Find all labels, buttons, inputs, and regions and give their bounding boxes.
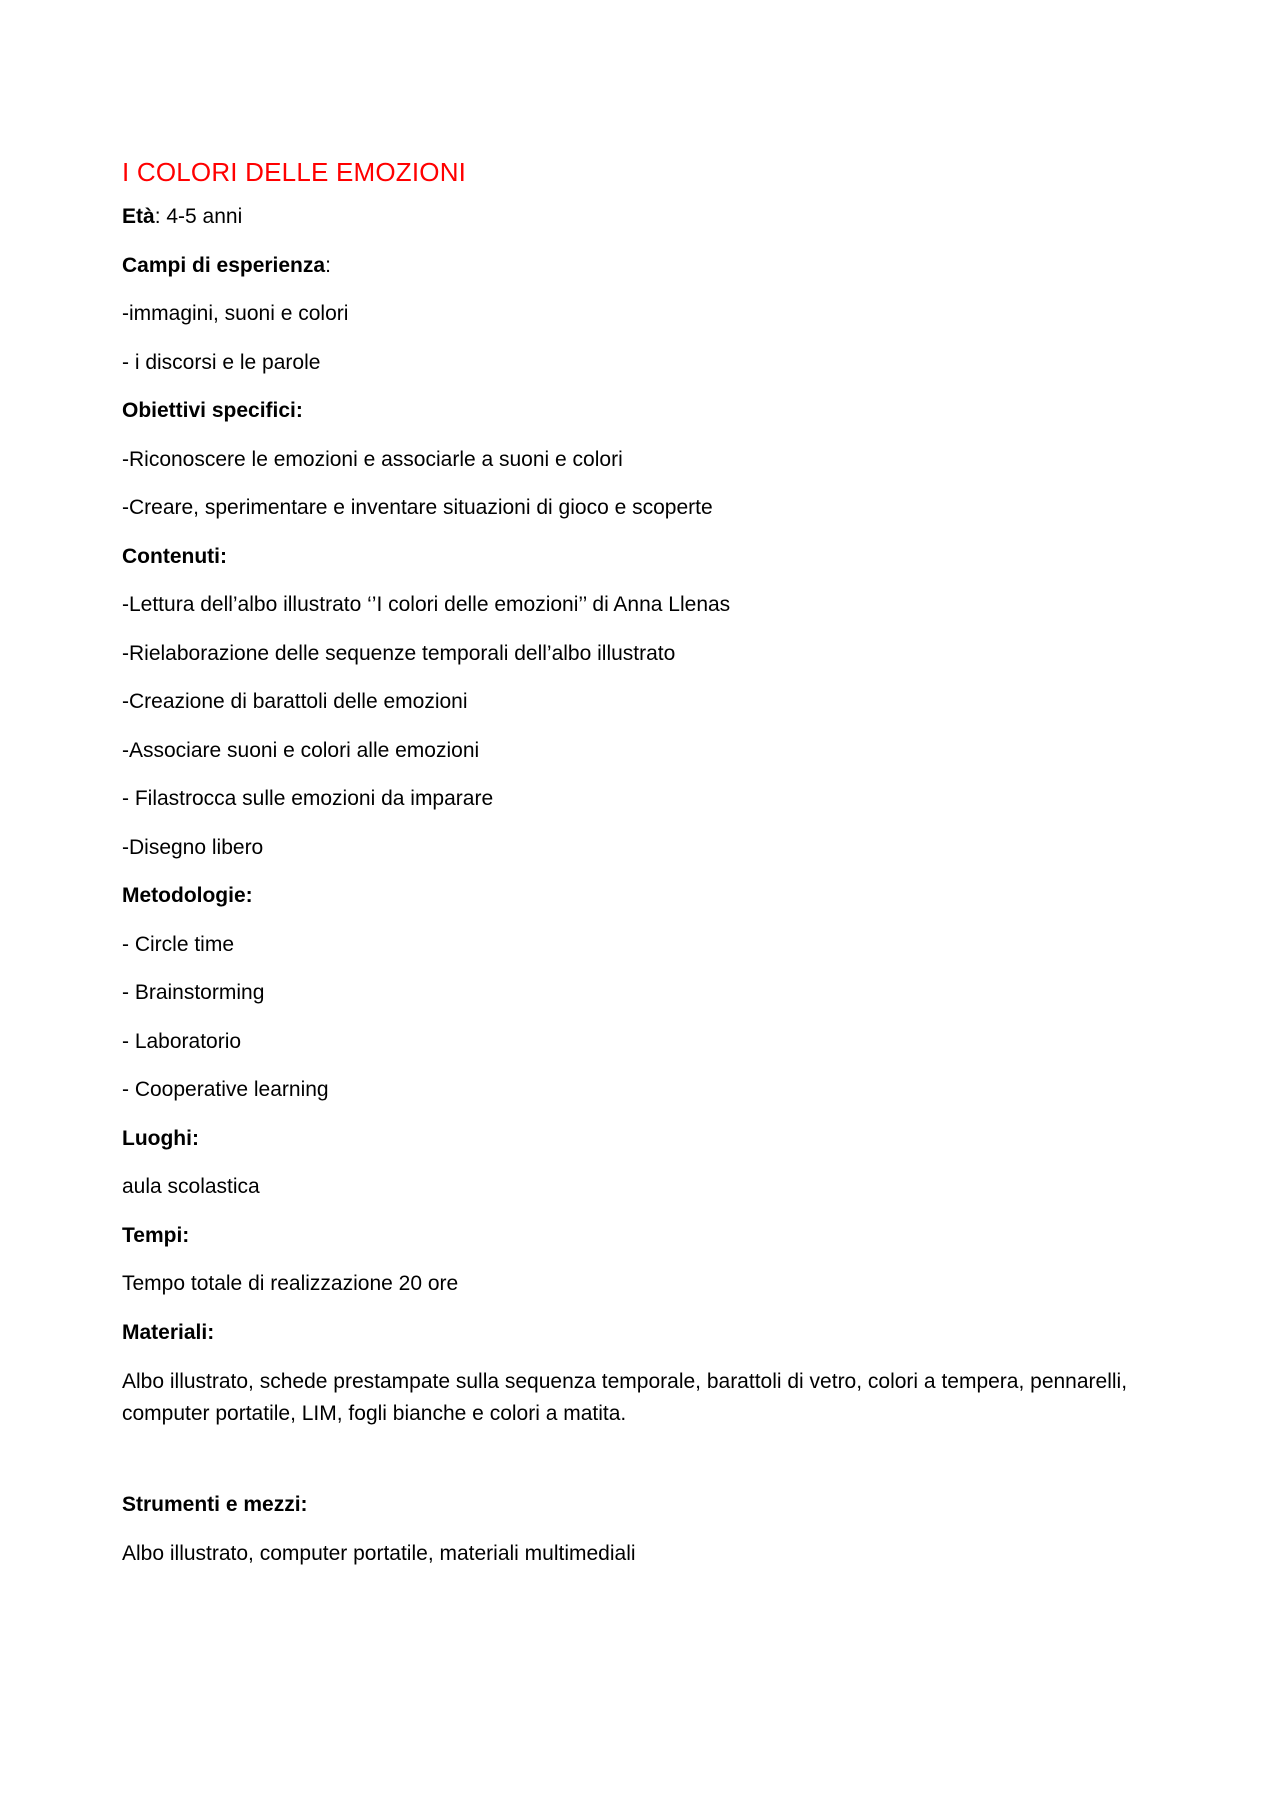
tempi-heading: Tempi: bbox=[122, 1223, 190, 1247]
contenuti-item: -Creazione di barattoli delle emozioni bbox=[122, 690, 468, 713]
document-body bbox=[122, 154, 1152, 1587]
contenuti-item: - Filastrocca sulle emozioni da imparare bbox=[122, 787, 494, 810]
obiettivi-item: -Riconoscere le emozioni e associarle a suoni e colori bbox=[122, 447, 623, 471]
metodologie-item: - Circle time bbox=[122, 932, 235, 956]
eta-value: : 4-5 anni bbox=[154, 205, 243, 228]
campi-heading bbox=[122, 251, 1152, 281]
contenuti-item: -Disegno libero bbox=[122, 835, 264, 859]
strumenti-value: Albo illustrato, computer portatile, materiali multimediali bbox=[122, 1541, 636, 1565]
contenuti-heading: Contenuti: bbox=[122, 544, 227, 568]
luoghi-heading: Luoghi: bbox=[122, 1126, 199, 1150]
contenuti-item: -Lettura dell’albo illustrato ‘’I colori delle emozioni’’ di Anna Llenas bbox=[122, 593, 731, 616]
materiali-heading: Materiali: bbox=[122, 1320, 215, 1344]
contenuti-item: -Rielaborazione delle sequenze temporali dell’albo illustrato bbox=[122, 641, 676, 665]
eta-line bbox=[122, 202, 1152, 232]
materiali-value: Albo illustrato, schede prestampate sulla sequenza temporale, barattoli di vetro, colori a tempera, pennarelli, computer portatile, LIM, fogli bianche e colori a matita. bbox=[122, 1370, 1128, 1425]
blank-paragraph bbox=[122, 1448, 1152, 1490]
contenuti-item: -Associare suoni e colori alle emozioni bbox=[122, 738, 480, 762]
campi-item: -immagini, suoni e colori bbox=[122, 302, 349, 325]
campi-label: Campi di esperienza bbox=[122, 253, 326, 277]
document-title: I COLORI DELLE EMOZIONI bbox=[122, 157, 467, 187]
obiettivi-heading: Obiettivi specifici: bbox=[122, 399, 303, 422]
metodologie-heading: Metodologie: bbox=[122, 884, 253, 907]
tempi-value: Tempo totale di realizzazione 20 ore bbox=[122, 1272, 459, 1295]
eta-label: Età bbox=[122, 205, 155, 228]
metodologie-item: - Brainstorming bbox=[122, 981, 265, 1004]
campi-item: - i discorsi e le parole bbox=[122, 350, 321, 374]
strumenti-heading: Strumenti e mezzi: bbox=[122, 1493, 308, 1516]
metodologie-item: - Cooperative learning bbox=[122, 1078, 329, 1101]
campi-suffix: : bbox=[325, 253, 331, 277]
metodologie-item: - Laboratorio bbox=[122, 1029, 242, 1053]
obiettivi-item: -Creare, sperimentare e inventare situazioni di gioco e scoperte bbox=[122, 496, 713, 519]
luoghi-value: aula scolastica bbox=[122, 1175, 260, 1198]
